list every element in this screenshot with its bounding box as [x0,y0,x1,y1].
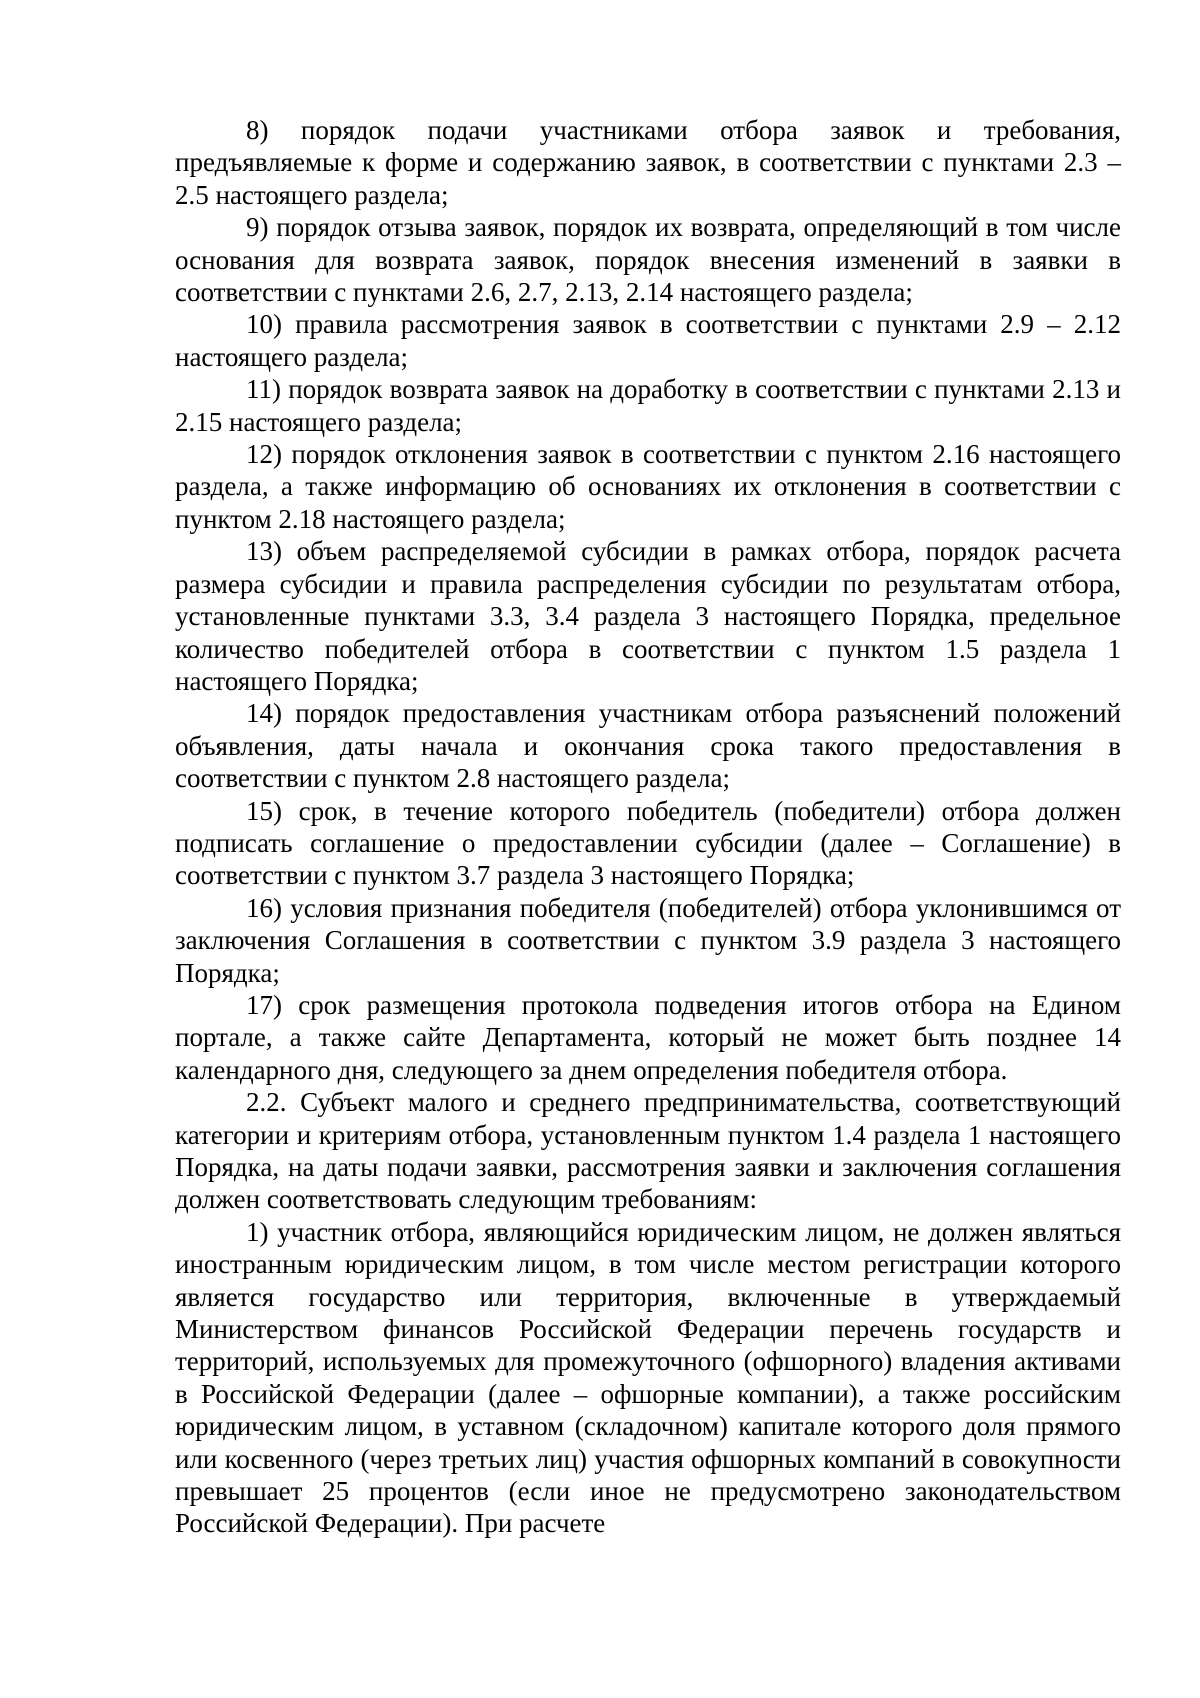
paragraph-requirement-1: 1) участник отбора, являющийся юридическим лицом, не должен являться иностранным юридическим лицом, в том числе местом регистрации которого является государство или территория, включенные в утверждаемый Министерством финансов Российской Федерации перечень государств и территорий, используемых для промежуточного (офшорного) владения активами в Российской Федерации (далее – офшорные компании), а также российским юридическим лицом, в уставном (складочном) капитале которого доля прямого или косвенного (через третьих лиц) участия офшорных компаний в совокупности превышает 25 процентов (если иное не предусмотрено законодательством Российской Федерации). При расчете [175,1216,1121,1539]
paragraph-item-12: 12) порядок отклонения заявок в соответствии с пунктом 2.16 настоящего раздела, а также информацию об основаниях их отклонения в соответствии с пунктом 2.18 настоящего раздела; [175,439,1121,534]
paragraph-item-16: 16) условия признания победителя (победителей) отбора уклонившимся от заключения Соглашения в соответствии с пунктом 3.9 раздела 3 настоящего Порядка; [175,892,1121,988]
paragraph-item-13: 13) объем распределяемой субсидии в рамках отбора, порядок расчета размера субсидии и правила распределения субсидии по результатам отбора, установленные пунктами 3.3, 3.4 раздела 3 настоящего Порядка, предельное количество победителей отбора в соответствии с пунктом 1.5 раздела 1 настоящего Порядка; [175,536,1121,696]
paragraph-item-10: 10) правила рассмотрения заявок в соответствии с пунктами 2.9 – 2.12 настоящего раздела; [175,309,1121,372]
document-page [175,114,1121,1540]
paragraph-item-15: 15) срок, в течение которого победитель (победители) отбора должен подписать соглашение о предоставлении субсидии (далее – Соглашение) в соответствии с пунктом 3.7 раздела 3 настоящего Порядка; [175,795,1121,891]
paragraph-item-11: 11) порядок возврата заявок на доработку в соответствии с пунктами 2.13 и 2.15 настоящего раздела; [175,374,1121,437]
paragraph-item-8: 8) порядок подачи участниками отбора заявок и требования, предъявляемые к форме и содержанию заявок, в соответствии с пунктами 2.3 – 2.5 настоящего раздела; [175,115,1121,210]
paragraph-item-9: 9) порядок отзыва заявок, порядок их возврата, определяющий в том числе основания для возврата заявок, порядок внесения изменений в заявки в соответствии с пунктами 2.6, 2.7, 2.13, 2.14 настоящего раздела; [175,212,1121,308]
paragraph-item-14: 14) порядок предоставления участникам отбора разъяснений положений объявления, даты начала и окончания срока такого предоставления в соответствии с пунктом 2.8 настоящего раздела; [175,698,1121,794]
paragraph-section-2-2: 2.2. Субъект малого и среднего предпринимательства, соответствующий категории и критериям отбора, установленным пунктом 1.4 раздела 1 настоящего Порядка, на даты подачи заявки, рассмотрения заявки и заключения соглашения должен соответствовать следующим требованиям: [175,1087,1121,1215]
paragraph-item-17: 17) срок размещения протокола подведения итогов отбора на Едином портале, а также сайте Департамента, который не может быть позднее 14 календарного дня, следующего за днем определения победителя отбора. [175,989,1121,1085]
